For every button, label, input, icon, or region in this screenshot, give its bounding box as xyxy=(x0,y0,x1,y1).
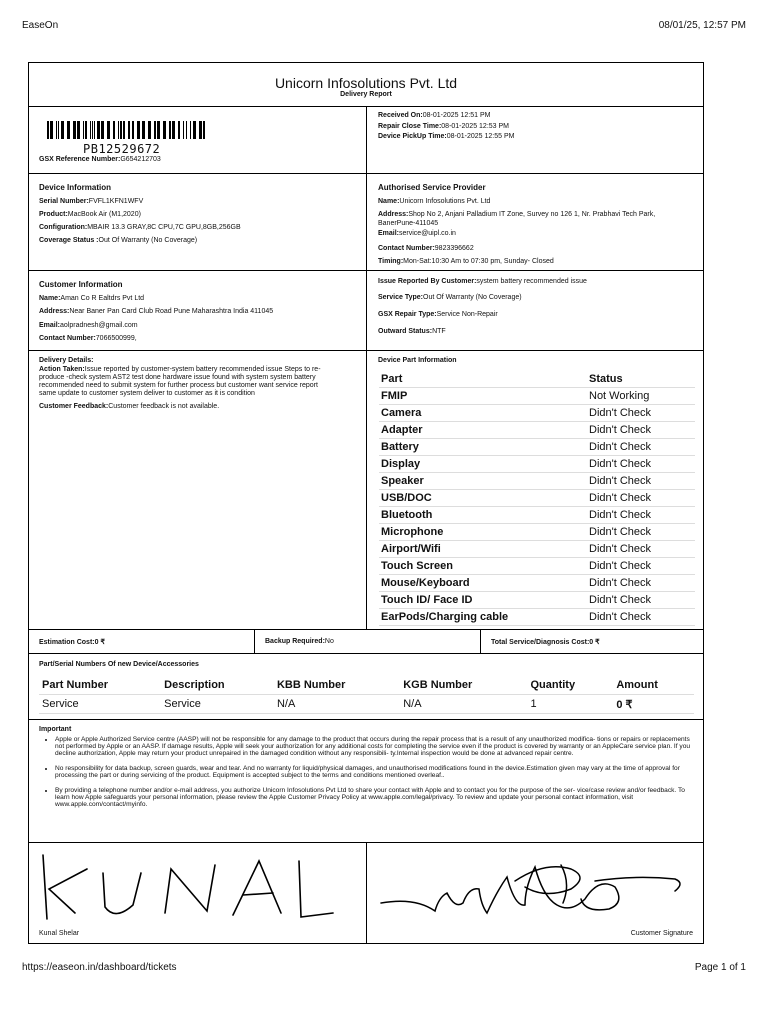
report-header xyxy=(29,63,703,107)
barcode-bar xyxy=(163,121,166,139)
barcode-bar xyxy=(199,121,202,139)
part-status: Didn't Check xyxy=(587,456,695,473)
device-part-information xyxy=(367,351,703,629)
barcode-bar xyxy=(137,121,140,139)
barcode-bar xyxy=(157,121,160,139)
barcode-bar xyxy=(186,121,187,139)
important-section xyxy=(29,720,703,843)
part-row xyxy=(379,490,695,507)
barcode-bar xyxy=(90,121,91,139)
company-name: Unicorn Infosolutions Pvt. Ltd xyxy=(274,75,458,91)
part-status: Didn't Check xyxy=(587,473,695,490)
accessory-cell: N/A xyxy=(400,695,527,714)
asp-address-line2: BanerPune-411045 xyxy=(378,220,439,227)
received-on: Received On:08-01-2025 12:51 PM xyxy=(378,112,491,119)
part-name: FMIP xyxy=(379,388,587,405)
barcode-bar xyxy=(148,121,151,139)
outward-status: Outward Status:NTF xyxy=(378,328,446,335)
device-parts-table xyxy=(379,371,695,626)
part-row xyxy=(379,507,695,524)
staff-signature xyxy=(29,843,367,943)
part-status: Status xyxy=(587,371,695,388)
part-row xyxy=(379,405,695,422)
gsx-reference: GSX Reference Number:G654212703 xyxy=(39,156,161,163)
authorised-service-provider xyxy=(367,174,703,270)
action-taken: Action Taken:Issue reported by customer-system battery recommended issue Steps to re- produce -check system AST2 test done hardware issue found with system system battery recommended need to submit system for further process but customer want service report same update to customer system deliver to customer as it is condition xyxy=(39,366,321,397)
part-row xyxy=(379,524,695,541)
accessories-column-header: Description xyxy=(161,676,274,695)
important-title: Important xyxy=(39,726,72,733)
accessories-column-header: KGB Number xyxy=(400,676,527,695)
barcode-bar xyxy=(172,121,175,139)
part-status: Didn't Check xyxy=(587,405,695,422)
accessories-section xyxy=(29,654,703,720)
delivery-details xyxy=(29,351,367,629)
part-name: Camera xyxy=(379,405,587,422)
accessory-row xyxy=(39,695,694,714)
part-status: Didn't Check xyxy=(587,490,695,507)
part-name: Touch ID/ Face ID xyxy=(379,592,587,609)
part-name: Adapter xyxy=(379,422,587,439)
part-status: Didn't Check xyxy=(587,524,695,541)
barcode-row xyxy=(29,107,703,174)
accessory-cell: Service xyxy=(39,695,161,714)
asp-title: Authorised Service Provider xyxy=(378,183,486,192)
issue-reported: Issue Reported By Customer:system battery recommended issue xyxy=(378,278,587,285)
device-info-title: Device Information xyxy=(39,183,112,192)
backup-required: Backup Required:No xyxy=(255,630,481,653)
coverage-status: Coverage Status :Out Of Warranty (No Coverage) xyxy=(39,237,198,244)
part-status: Didn't Check xyxy=(587,575,695,592)
asp-contact: Contact Number:9823396662 xyxy=(378,245,474,252)
gsx-repair-type: GSX Repair Type:Service Non-Repair xyxy=(378,311,498,318)
device-part-title: Device Part Information xyxy=(378,357,457,364)
costs-row xyxy=(29,630,703,654)
asp-email: Email:service@uipl.co.in xyxy=(378,230,456,237)
device-asp-row xyxy=(29,174,703,271)
print-header xyxy=(22,20,746,31)
print-app-name: EaseOn xyxy=(22,20,59,31)
accessory-cell: Service xyxy=(161,695,274,714)
part-name: Display xyxy=(379,456,587,473)
part-name: EarPods/Charging cable xyxy=(379,609,587,626)
barcode-bar xyxy=(132,121,134,139)
barcode-bar xyxy=(193,121,196,139)
accessories-column-header: KBB Number xyxy=(274,676,400,695)
part-row xyxy=(379,558,695,575)
asp-name: Name:Unicorn Infosolutions Pvt. Ltd xyxy=(378,198,491,205)
part-name: Touch Screen xyxy=(379,558,587,575)
part-name: Battery xyxy=(379,439,587,456)
barcode-number: PB12529672 xyxy=(83,142,161,156)
staff-signature-image xyxy=(37,847,337,927)
part-status: Didn't Check xyxy=(587,422,695,439)
barcode-bar xyxy=(169,121,171,139)
product: Product:MacBook Air (M1,2020) xyxy=(39,211,141,218)
serial-number: Serial Number:FVFL1KFN1WFV xyxy=(39,198,144,205)
customer-info-title: Customer Information xyxy=(39,280,123,289)
part-row xyxy=(379,609,695,626)
barcode-bar xyxy=(118,121,119,139)
part-status: Didn't Check xyxy=(587,439,695,456)
barcode-bar xyxy=(128,121,130,139)
part-name: Mouse/Keyboard xyxy=(379,575,587,592)
device-information xyxy=(29,174,367,270)
part-status: Didn't Check xyxy=(587,507,695,524)
barcode-cell xyxy=(29,107,367,173)
repair-close-time: Repair Close Time:08-01-2025 12:53 PM xyxy=(378,123,509,130)
asp-address: Address:Shop No 2, Anjani Palladium IT Zone, Survey no 126 1, Nr. Prabhavi Tech Park, xyxy=(378,211,656,218)
accessories-column-header: Amount xyxy=(613,676,694,695)
estimation-cost: Estimation Cost:0 ₹ xyxy=(29,630,255,653)
print-url: https://easeon.in/dashboard/tickets xyxy=(22,962,177,973)
part-name: Bluetooth xyxy=(379,507,587,524)
customer-signature xyxy=(367,843,703,943)
part-row xyxy=(379,456,695,473)
print-timestamp: 08/01/25, 12:57 PM xyxy=(658,20,746,31)
barcode-bar xyxy=(107,121,110,139)
barcode-bar xyxy=(83,121,84,139)
part-row xyxy=(379,575,695,592)
customer-feedback: Customer Feedback:Customer feedback is not available. xyxy=(39,403,220,410)
total-cost: Total Service/Diagnosis Cost:0 ₹ xyxy=(491,639,600,646)
barcode-bar xyxy=(101,121,104,139)
barcode-bar xyxy=(92,121,93,139)
part-status: Didn't Check xyxy=(587,541,695,558)
important-item: • By providing a telephone number and/or e-mail address, you authorize Unicorn Infosolutions Pvt Ltd to share your contact with Apple and to contact you for the purpose of the ser- vice/case review and/or feedback. To learn how Apple safeguards your personal information, please review the Apple Customer Privacy Policy at www.apple.com/legal/privacy. To review and update your personal contact information, visit www.apple.com/contact/myinfo. xyxy=(55,787,693,808)
barcode-bar xyxy=(113,121,115,139)
part-name: Microphone xyxy=(379,524,587,541)
print-page-number: Page 1 of 1 xyxy=(694,962,746,973)
part-status: Not Working xyxy=(587,388,695,405)
accessories-column-header: Quantity xyxy=(527,676,613,695)
barcode-bar xyxy=(67,121,70,139)
print-footer xyxy=(22,962,746,973)
part-name: Airport/Wifi xyxy=(379,541,587,558)
barcode-bar xyxy=(77,121,80,139)
barcode-bar xyxy=(190,121,191,139)
barcode-bar xyxy=(50,121,53,139)
accessories-header-row xyxy=(39,676,694,695)
customer-information xyxy=(29,271,367,350)
barcode-bar xyxy=(85,121,87,139)
service-type: Service Type:Out Of Warranty (No Coverage) xyxy=(378,294,522,301)
device-pickup-time: Device PickUp Time:08-01-2025 12:55 PM xyxy=(378,133,515,140)
report-title: Delivery Report xyxy=(340,91,392,98)
accessories-table xyxy=(39,676,694,714)
customer-issue-row xyxy=(29,271,703,351)
barcode-bar xyxy=(178,121,180,139)
part-row xyxy=(379,541,695,558)
part-status: Didn't Check xyxy=(587,609,695,626)
important-item: • Apple or Apple Authorized Service centre (AASP) will not be responsible for any damage to the product that occurs during the repair process that is a result of any unauthorized modifica- tions or repairs or replacements not performed by Apple or an AASP. If damage results, Apple will seek your authorization for any additional costs for completing the service even if the product is covered by warranty or an AppleCare service plan. If you decline authorization, Apple may return your product unrepaired in the damaged condition without any responsibili- ty.Internal inspection would be done at advanced repair centre. xyxy=(55,736,693,757)
accessory-cell: 1 xyxy=(527,695,613,714)
accessory-cell: N/A xyxy=(274,695,400,714)
barcode-bar xyxy=(123,121,125,139)
barcode-bar xyxy=(203,121,205,139)
part-status: Didn't Check xyxy=(587,592,695,609)
part-row xyxy=(379,592,695,609)
part-row xyxy=(379,388,695,405)
barcode-bar xyxy=(47,121,49,139)
customer-address: Address:Near Baner Pan Card Club Road Pune Maharashtra India 411045 xyxy=(39,308,274,315)
customer-signature-image xyxy=(375,847,695,927)
barcode-bar xyxy=(142,121,145,139)
parts-header-row xyxy=(379,371,695,388)
timings-cell xyxy=(367,107,703,173)
customer-signature-label: Customer Signature xyxy=(630,930,693,937)
important-item: • No responsibility for data backup, screen guards, wear and tear. And no warranty for liquid/physical damages, and unauthorised modifications found in the device.Estimation given may vary at the time of approval for processing the part or during servicing of the product. Equipment is accepted subject to the terms and conditions mentioned overleaf.. xyxy=(55,765,693,779)
configuration: Configuration:MBAIR 13.3 GRAY,8C CPU,7C GPU,8GB,256GB xyxy=(39,224,241,231)
barcode-bar xyxy=(61,121,64,139)
part-row xyxy=(379,473,695,490)
barcode xyxy=(47,121,207,139)
part-status: Didn't Check xyxy=(587,558,695,575)
part-name: Speaker xyxy=(379,473,587,490)
barcode-bar xyxy=(56,121,57,139)
barcode-bar xyxy=(97,121,100,139)
delivery-parts-row xyxy=(29,351,703,630)
part-row xyxy=(379,422,695,439)
accessories-column-header: Part Number xyxy=(39,676,161,695)
asp-timing: Timing:Mon-Sat:10:30 Am to 07:30 pm, Sunday- Closed xyxy=(378,258,554,265)
barcode-bar xyxy=(120,121,122,139)
signatures-row xyxy=(29,843,703,943)
issue-information xyxy=(367,271,703,350)
customer-contact: Contact Number:7066500999, xyxy=(39,335,137,342)
barcode-bar xyxy=(58,121,59,139)
barcode-bar xyxy=(73,121,76,139)
barcode-bar xyxy=(94,121,95,139)
accessory-cell: 0 ₹ xyxy=(613,695,694,714)
barcode-bar xyxy=(183,121,184,139)
important-list xyxy=(41,736,693,816)
customer-email: Email:aolpradnesh@gmail.com xyxy=(39,322,138,329)
customer-name: Name:Aman Co R Ealtdrs Pvt Ltd xyxy=(39,295,145,302)
barcode-bar xyxy=(154,121,156,139)
delivery-report xyxy=(28,62,704,944)
staff-signature-name: Kunal Shelar xyxy=(39,930,80,937)
accessories-title: Part/Serial Numbers Of new Device/Accessories xyxy=(39,661,199,668)
part-name: USB/DOC xyxy=(379,490,587,507)
delivery-details-title: Delivery Details: xyxy=(39,357,94,364)
part-row xyxy=(379,439,695,456)
part-name: Part xyxy=(379,371,587,388)
